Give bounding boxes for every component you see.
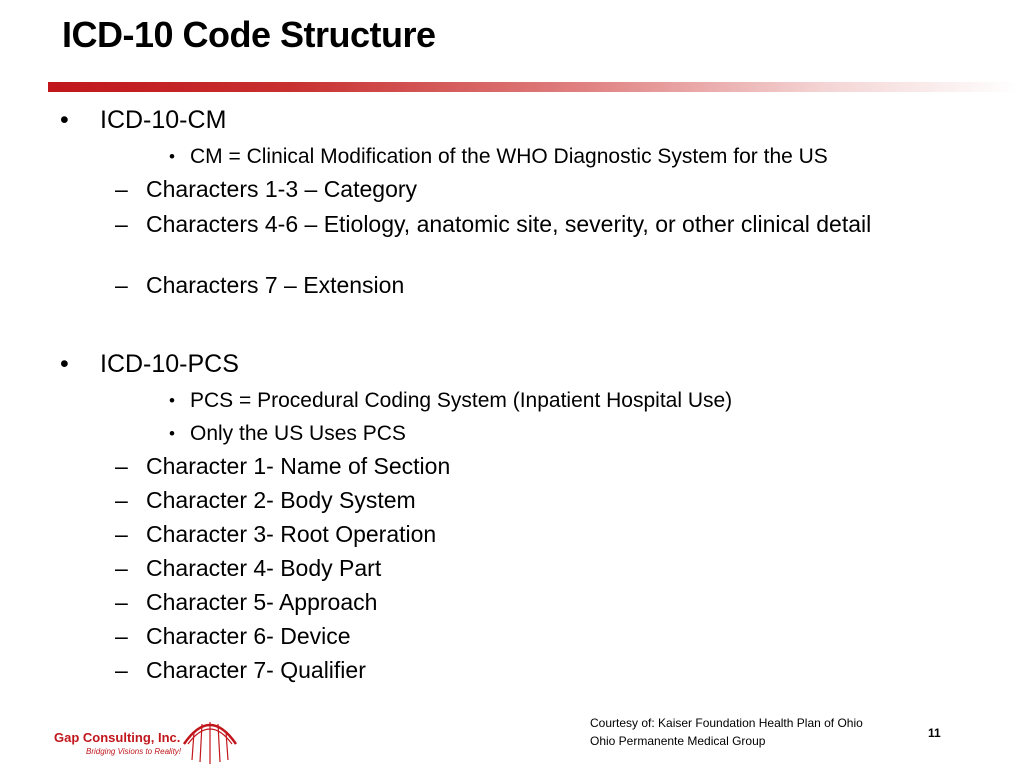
- bullet-icd10cm: [60, 106, 227, 135]
- dash-item-pcs-3: [115, 521, 437, 548]
- dash-icon: –: [115, 176, 128, 202]
- dash-text: Characters 4-6 – Etiology, anatomic site, severity, or other clinical detail: [146, 211, 872, 237]
- courtesy-line-2: Ohio Permanente Medical Group: [590, 734, 766, 748]
- dash-item-pcs-1: [115, 453, 451, 480]
- dash-item-pcs-2: [115, 487, 416, 514]
- dash-icon: –: [115, 623, 128, 649]
- dash-item-cm-3: [115, 272, 405, 299]
- dash-icon: –: [115, 589, 128, 615]
- bullet-icon: •: [60, 106, 69, 134]
- courtesy-note: [590, 714, 863, 750]
- logo-tagline: Bridging Visions to Reality!: [86, 747, 182, 756]
- dash-icon: –: [115, 453, 128, 479]
- dash-icon: –: [115, 555, 128, 581]
- sub-bullet-pcs-definition: [169, 389, 733, 413]
- dash-text: Character 7- Qualifier: [146, 657, 366, 683]
- bullet-text: CM = Clinical Modification of the WHO Diagnostic System for the US: [190, 145, 828, 168]
- courtesy-line-1: Courtesy of: Kaiser Foundation Health Plan of Ohio: [590, 716, 863, 730]
- dash-item-pcs-4: [115, 555, 382, 582]
- bullet-text: ICD-10-PCS: [100, 350, 239, 378]
- dash-item-pcs-6: [115, 623, 351, 650]
- logo-company-name: Gap Consulting, Inc.: [54, 730, 181, 745]
- dash-icon: –: [115, 521, 128, 547]
- dash-text: Character 6- Device: [146, 623, 351, 649]
- dash-text: Characters 7 – Extension: [146, 272, 405, 298]
- bullet-icon: •: [169, 147, 175, 166]
- company-logo: [48, 710, 248, 765]
- bullet-icon: •: [169, 424, 175, 443]
- dash-icon: –: [115, 272, 128, 298]
- dash-icon: –: [115, 657, 128, 683]
- bridge-arch-icon: [180, 710, 240, 765]
- dash-text: Character 1- Name of Section: [146, 453, 451, 479]
- dash-item-pcs-7: [115, 657, 366, 684]
- dash-icon: –: [115, 487, 128, 513]
- bullet-icon: •: [169, 391, 175, 410]
- dash-text: Character 4- Body Part: [146, 555, 382, 581]
- dash-text: Character 3- Root Operation: [146, 521, 437, 547]
- bullet-text: Only the US Uses PCS: [190, 422, 406, 445]
- bullet-icd10pcs: [60, 350, 239, 379]
- dash-item-cm-2: [115, 211, 926, 238]
- dash-icon: –: [115, 211, 128, 237]
- dash-item-pcs-5: [115, 589, 378, 616]
- bullet-icon: •: [60, 350, 69, 378]
- sub-bullet-pcs-us-only: [169, 422, 406, 446]
- dash-text: Character 5- Approach: [146, 589, 378, 615]
- sub-bullet-cm-definition: [169, 145, 828, 169]
- dash-item-cm-1: [115, 176, 418, 203]
- bullet-text: ICD-10-CM: [100, 106, 227, 134]
- dash-text: Characters 1-3 – Category: [146, 176, 418, 202]
- dash-text: Character 2- Body System: [146, 487, 416, 513]
- page-number: 11: [928, 726, 941, 740]
- slide-title: ICD-10 Code Structure: [62, 14, 436, 55]
- bullet-text: PCS = Procedural Coding System (Inpatient Hospital Use): [190, 389, 733, 412]
